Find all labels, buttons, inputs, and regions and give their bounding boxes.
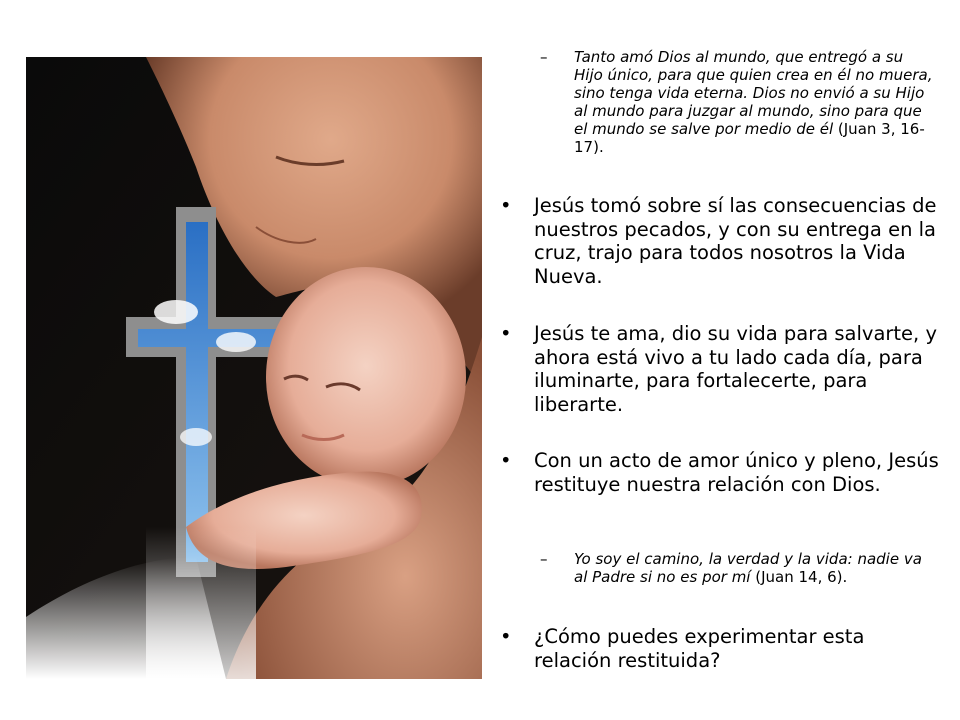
bullet-marker: • [500,449,512,472]
bullet-marker: • [500,194,512,217]
bullet-marker: • [500,625,512,648]
bullet-item-question [500,625,940,672]
dash-marker: – [540,550,548,568]
bullet-text: Jesús te ama, dio su vida para salvarte, y ahora está vivo a tu lado cada día, para iluminarte, para fortalecerte, para liberarte. [534,322,937,416]
quote-reference: (Juan 3, 16-17). [574,120,925,156]
bullet-marker: • [500,322,512,345]
quote-italic: Yo soy el camino, la verdad y la vida: nadie va al Padre si no es por mí [574,550,922,586]
bullet-text: Jesús tomó sobre sí las consecuencias de nuestros pecados, y con su entrega en la cruz, trajo para todos nosotros la Vida Nueva. [534,194,937,288]
bullet-text: Con un acto de amor único y pleno, Jesús restituye nuestra relación con Dios. [534,449,939,496]
quote-body [574,48,935,156]
dash-marker: – [540,48,548,66]
quote-body [574,550,935,586]
bullet-text: ¿Cómo puedes experimentar esta relación restituida? [534,625,865,672]
quote-reference: (Juan 14, 6). [750,568,848,586]
bullet-item [500,194,940,288]
quote-italic: Tanto amó Dios al mundo, que entregó a su Hijo único, para que quien crea en él no muera, sino tenga vida eterna. Dios no envió a su Hijo al mundo para juzgar al mundo, sino para que el mundo se salve por medio de él [574,48,933,138]
bullet-item [500,322,940,416]
bible-quote-john-3 [540,48,935,156]
bible-quote-john-14 [540,550,935,586]
bullet-item [500,449,940,496]
